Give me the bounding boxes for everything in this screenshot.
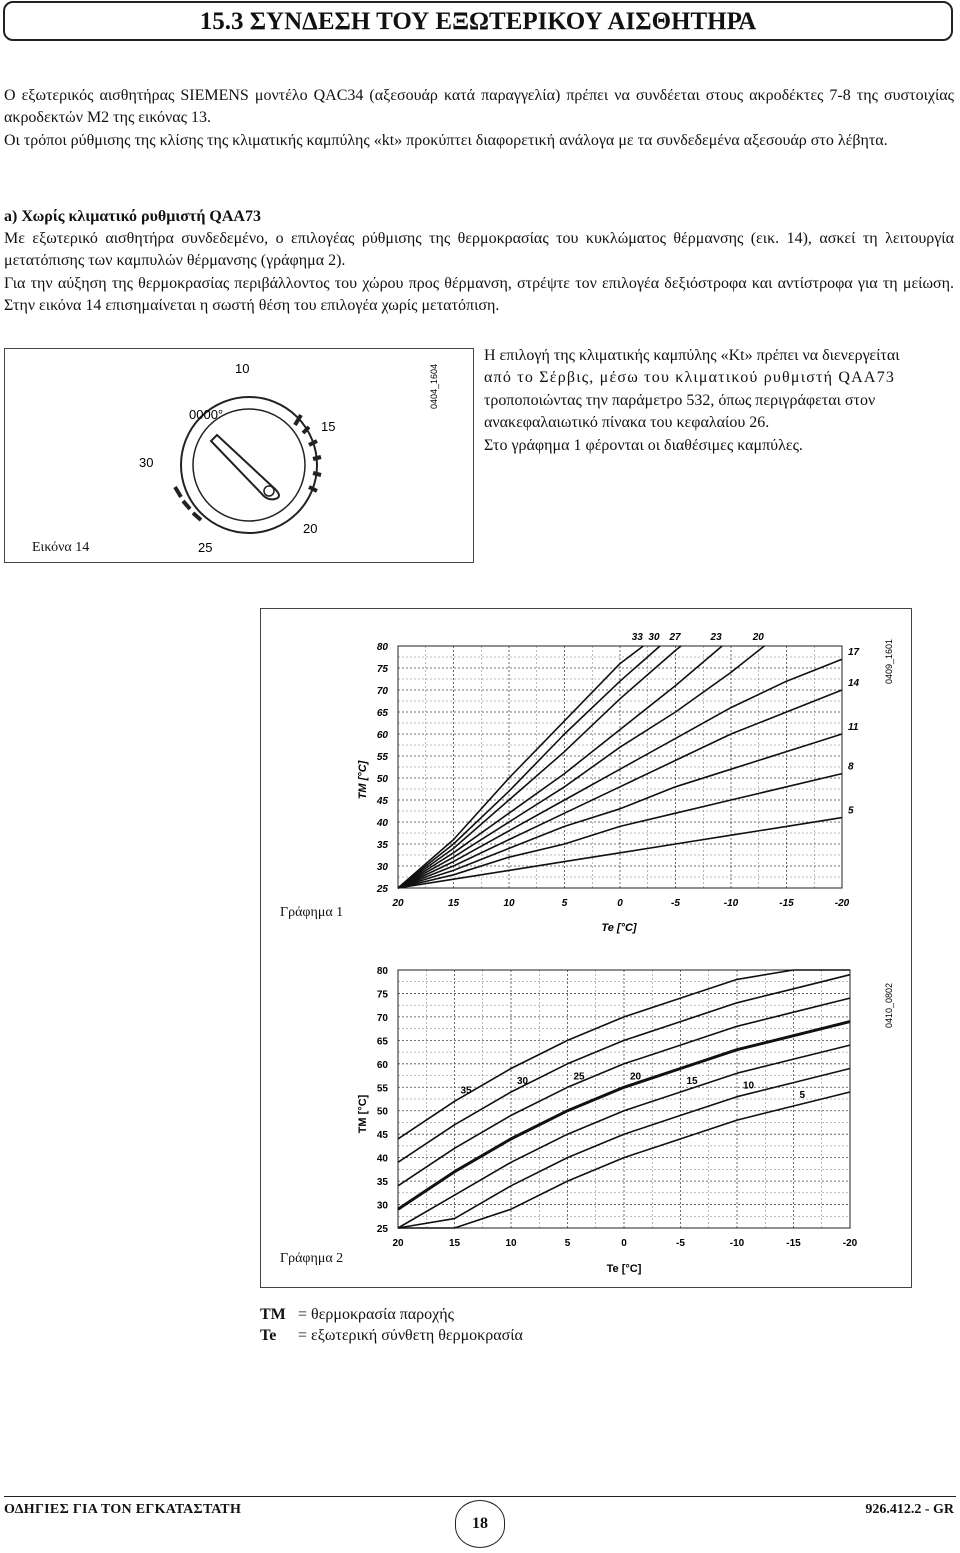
- y-tick-label: 75: [376, 664, 388, 675]
- dial-symbol-text: 0000°: [189, 407, 224, 422]
- graph-1-y-axis-label: TM [°C]: [357, 760, 369, 800]
- curve-label-23: 23: [710, 632, 722, 643]
- curve-label-14: 14: [848, 678, 860, 689]
- y-tick-label: 30: [376, 1200, 388, 1212]
- x-tick-label: -10: [723, 898, 739, 909]
- y-tick-label: 40: [376, 818, 388, 829]
- legend-te: [260, 1327, 523, 1345]
- dial-label-25: 25: [198, 540, 213, 555]
- graph-1-code: 0409_1601: [884, 638, 894, 684]
- y-tick-label: 30: [376, 862, 388, 873]
- curve-label-5: 5: [799, 1090, 806, 1102]
- intro-paragraph-2: Οι τρόποι ρύθμισης της κλίσης της κλιματικής καμπύλης «kt» προκύπτει διαφορετική ανάλογα με τα συνδεδεμένα αξεσουάρ στο λέβητα.: [4, 132, 888, 149]
- section-a-paragraph-1: Με εξωτερικό αισθητήρα συνδεδεμένο, ο επιλογέας ρύθμισης της θερμοκρασίας του κυκλώματος θέρμανσης (εικ. 14), ασκεί τη λειτουργία μετατόπισης των καμπυλών θέρμανσης (γράφημα 2).: [4, 230, 954, 270]
- figure-14-caption: Εικόνα 14: [32, 540, 90, 555]
- figure-14-code: 0404_1604: [429, 363, 439, 409]
- curve-label-27: 27: [669, 632, 681, 643]
- curve-label-30: 30: [517, 1075, 529, 1087]
- x-tick-label: 5: [561, 898, 568, 909]
- x-tick-label: -15: [779, 898, 794, 909]
- curve-label-8: 8: [848, 761, 854, 773]
- graph-2-caption: Γράφημα 2: [280, 1251, 344, 1266]
- curve-label-17: 17: [848, 647, 860, 659]
- x-tick-label: -20: [842, 1238, 858, 1249]
- y-tick-label: 45: [376, 796, 388, 807]
- graph-2-code: 0410_0802: [884, 982, 894, 1028]
- dial-label-30: 30: [139, 455, 154, 470]
- dial-label-15: 15: [321, 419, 336, 434]
- y-tick-label: 75: [376, 989, 388, 1001]
- legend-tm-text: = θερμοκρασία παροχής: [298, 1306, 454, 1323]
- legend-tm-symbol: TM: [260, 1306, 286, 1323]
- curve-label-5: 5: [848, 805, 854, 817]
- x-tick-label: -15: [786, 1238, 801, 1249]
- y-tick-label: 50: [376, 774, 388, 785]
- x-tick-label: -5: [676, 1238, 685, 1249]
- x-tick-label: -20: [834, 898, 850, 909]
- curve-label-30: 30: [648, 632, 660, 643]
- x-tick-label: 20: [392, 898, 404, 909]
- x-tick-label: 0: [621, 1238, 627, 1249]
- curve-20: [398, 646, 764, 888]
- graph-1-chart: [340, 628, 900, 938]
- x-tick-label: -5: [671, 898, 680, 909]
- curve-label-11: 11: [848, 722, 859, 733]
- side-text-line-1: Η επιλογή της κλιματικής καμπύλης «Kt» πρέπει να διενεργείται: [484, 347, 900, 364]
- x-tick-label: 10: [505, 1238, 517, 1249]
- side-text-block: [484, 345, 956, 457]
- curve-label-35: 35: [460, 1085, 472, 1097]
- graph-1-caption: Γράφημα 1: [280, 905, 344, 920]
- footer-document-code: 926.412.2 - GR: [865, 1502, 954, 1517]
- curve-label-25: 25: [573, 1071, 585, 1083]
- x-tick-label: 0: [617, 898, 623, 909]
- legend-tm: [260, 1306, 454, 1324]
- figure-14-frame: [4, 348, 474, 563]
- section-a-heading: a) Χωρίς κλιματικό ρυθμιστή QAA73: [4, 208, 261, 225]
- curve-label-10: 10: [743, 1080, 755, 1092]
- y-tick-label: 35: [376, 1177, 388, 1189]
- side-text-line-2: από το Σέρβις, μέσω του κλιματικού ρυθμιστή QAA73: [484, 369, 896, 387]
- x-tick-label: 20: [392, 1238, 404, 1249]
- legend-te-text: = εξωτερική σύνθετη θερμοκρασία: [298, 1327, 523, 1344]
- curve-15: [398, 1045, 850, 1228]
- y-tick-label: 65: [376, 708, 388, 719]
- y-tick-label: 25: [376, 1224, 388, 1235]
- footer-manual-title: ΟΔΗΓΙΕΣ ΓΙΑ ΤΟΝ ΕΓΚΑΤΑΣΤΑΤΗ: [4, 1502, 242, 1517]
- dial-label-20: 20: [303, 521, 318, 536]
- y-tick-label: 80: [376, 966, 388, 977]
- y-tick-label: 40: [376, 1153, 388, 1165]
- curve-label-33: 33: [631, 632, 643, 643]
- graph-2-chart: [340, 958, 900, 1278]
- x-tick-label: 15: [447, 898, 460, 909]
- y-tick-label: 35: [376, 840, 388, 851]
- y-tick-label: 80: [376, 642, 388, 653]
- graph-2-x-axis-label: Te [°C]: [606, 1263, 642, 1275]
- selector-dial-drawing: [5, 349, 473, 562]
- y-tick-label: 60: [376, 730, 388, 741]
- side-text-line-5: Στο γράφημα 1 φέρονται οι διαθέσιμες καμπύλες.: [484, 436, 803, 454]
- legend-te-symbol: Te: [260, 1327, 277, 1344]
- x-tick-label: 10: [503, 898, 515, 909]
- y-tick-label: 65: [376, 1036, 388, 1048]
- curve-label-15: 15: [686, 1075, 698, 1087]
- y-tick-label: 70: [376, 1012, 388, 1024]
- page-title: 15.3 ΣΥΝΔΕΣΗ ΤΟΥ ΕΞΩΤΕΡΙΚΟΥ ΑΙΣΘΗΤΗΡΑ: [3, 1, 953, 41]
- y-tick-label: 55: [376, 1083, 388, 1095]
- x-tick-label: 5: [564, 1238, 571, 1249]
- graph-2-y-axis-label: TM [°C]: [357, 1094, 369, 1134]
- side-text-line-4: ανακεφαλαιωτικό πίνακα του κεφαλαίου 26.: [484, 414, 770, 432]
- y-tick-label: 45: [376, 1130, 388, 1142]
- graph-1-x-axis-label: Te [°C]: [601, 922, 637, 934]
- curve-17: [398, 659, 842, 888]
- curve-label-20: 20: [752, 632, 764, 643]
- y-tick-label: 60: [376, 1059, 388, 1071]
- section-a-paragraph-2: Για την αύξηση της θερμοκρασίας περιβάλλοντος του χώρου προς θέρμανση, στρέψτε τον επιλογέα δεξιόστροφα και αντίστροφα για τη μείωση. Στην εικόνα 14 επισημαίνεται η σωστή θέση του επιλογέα χωρίς μετατόπιση.: [4, 275, 954, 315]
- x-tick-label: 15: [448, 1238, 461, 1249]
- x-tick-label: -10: [729, 1238, 745, 1249]
- curve-label-20: 20: [630, 1071, 642, 1083]
- y-tick-label: 50: [376, 1106, 388, 1118]
- dial-label-10: 10: [235, 361, 250, 376]
- intro-paragraph-1: Ο εξωτερικός αισθητήρας SIEMENS μοντέλο QAC34 (αξεσουάρ κατά παραγγελία) πρέπει να συνδέεται στους ακροδέκτες 7-8 της συστοιχίας ακροδεκτών M2 της εικόνας 13.: [4, 87, 954, 127]
- y-tick-label: 70: [376, 686, 388, 697]
- footer-divider: [4, 1496, 956, 1497]
- y-tick-label: 25: [376, 884, 388, 895]
- page-number: 18: [455, 1500, 505, 1548]
- side-text-line-3: τροποποιώντας την παράμετρο 532, όπως περιγράφεται στον: [484, 391, 876, 409]
- y-tick-label: 55: [376, 752, 388, 763]
